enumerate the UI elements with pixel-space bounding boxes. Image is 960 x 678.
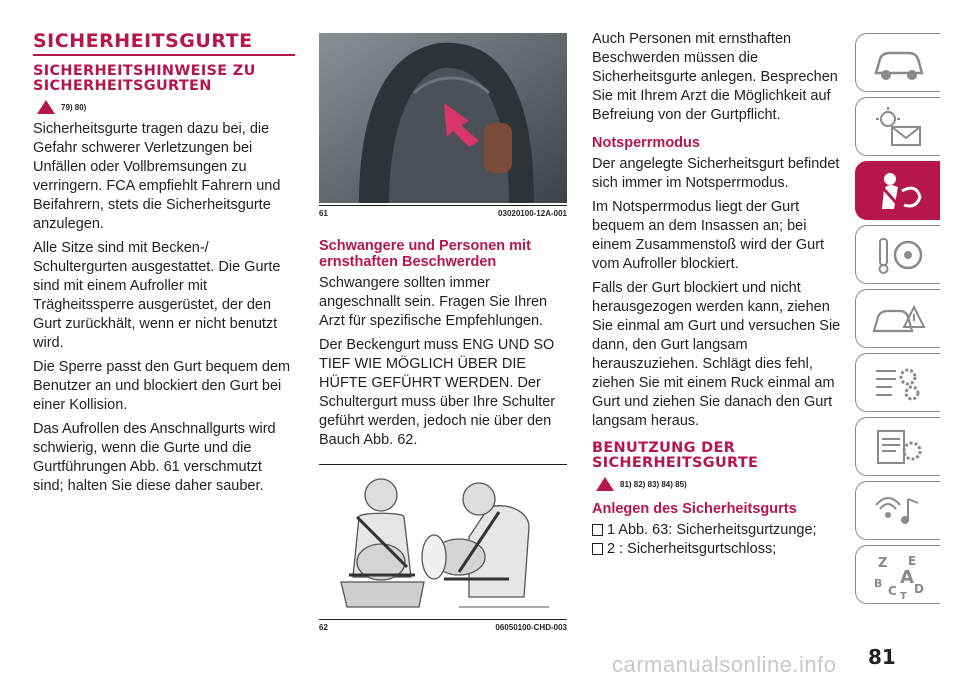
warning-reference-text: 81) 82) 83) 84) 85) [620, 479, 687, 489]
checkbox-square-icon [592, 543, 603, 555]
tab-vehicle-overview[interactable] [855, 33, 940, 92]
figure-62-pregnant-belt-drawing [319, 467, 567, 617]
svg-text:B: B [874, 576, 883, 590]
subsection-heading: Schwangere und Personen mit ernsthaften Beschwerden [319, 238, 531, 270]
index-letters-icon [868, 551, 928, 599]
svg-text:Z: Z [878, 555, 888, 571]
figure-number: 61 [319, 209, 328, 218]
tab-starting-driving[interactable] [855, 225, 940, 284]
warning-reference [37, 100, 295, 114]
paragraph: Der Beckengurt muss ENG UND SO TIEF WIE MÖGLICH ÜBER DIE HÜFTE GEFÜHRT WERDEN. Der Schultergurt muss über Ihre Schulter geführt werden, jedoch nie über den Bauch Abb. 62. [319, 337, 556, 448]
column-right [592, 30, 842, 559]
figure-caption [319, 619, 567, 632]
checkbox-square-icon [592, 524, 603, 536]
seat-belt-guide-photo [319, 33, 567, 203]
list-item-text: 2 : Sicherheitsgurtschloss; [607, 541, 777, 557]
figure-caption [319, 205, 567, 218]
tab-emergency[interactable] [855, 289, 940, 348]
pregnant-woman-seatbelt-illustration [319, 467, 567, 617]
svg-text:E: E [908, 553, 917, 568]
svg-text:T: T [900, 590, 907, 599]
paragraph: Das Aufrollen des Anschnallgurts wird schwierig, wenn die Gurte und die Gurtführungen Abb. 61 verschmutzt sind; halten Sie diese daher sauber. [33, 421, 276, 494]
tab-safety[interactable] [855, 161, 940, 220]
figure-number: 62 [319, 623, 328, 632]
chapter-tabs [855, 33, 945, 609]
seatbelt-airbag-icon [868, 169, 928, 213]
car-dashboard-icon [868, 43, 928, 83]
column-left [33, 30, 295, 501]
page-title: SICHERHEITSGURTE [33, 30, 295, 56]
paragraph: Die Sperre passt den Gurt bequem dem Benutzer an und blockiert den Gurt bei einer Kollision. [33, 359, 291, 413]
watermark: carmanualsonline.info [612, 652, 837, 677]
paragraph: Im Notsperrmodus liegt der Gurt bequem an dem Insassen an; bei einem Zusammenstoß wird der Gurt vom Aufroller blockiert. [592, 199, 825, 272]
warning-triangle-icon [596, 477, 614, 491]
list-item [592, 540, 842, 559]
technical-data-icon [868, 425, 928, 469]
section-heading: SICHERHEITSHINWEISE ZU SICHERHEITSGURTEN [33, 63, 256, 94]
paragraph: Schwangere sollten immer angeschnallt sein. Fragen Sie Ihren Arzt für spezifische Empfehlungen. [319, 275, 548, 329]
figure-code: 06050100-CHD-003 [495, 623, 567, 632]
tab-multimedia[interactable] [855, 481, 940, 540]
subsection-heading: Anlegen des Sicherheitsgurts [592, 501, 797, 517]
figure-code: 03020100-12A-001 [498, 209, 567, 218]
tab-warning-lights[interactable] [855, 97, 940, 156]
tab-index[interactable] [855, 545, 940, 604]
column-middle [319, 33, 567, 632]
paragraph: Falls der Gurt blockiert und nicht herausgezogen werden kann, ziehen Sie einmal am Gurt und versuchen Sie dann, den Gurt langsam herauszuziehen. Schlägt dies fehl, ziehen Sie mit einem Ruck einmal am Gurt und ziehen Sie danach den Gurt langsam heraus. [592, 280, 841, 429]
section-heading: BENUTZUNG DER SICHERHEITSGURTE [592, 440, 759, 471]
tab-technical-data[interactable] [855, 417, 940, 476]
multimedia-music-icon [868, 489, 928, 533]
svg-text:A: A [900, 566, 914, 588]
svg-text:D: D [914, 581, 924, 596]
paragraph: Sicherheitsgurte tragen dazu bei, die Gefahr schwerer Verletzungen bei Unfällen oder Vollbremsungen zu verringern. FCA empfiehlt Fahrern und Beifahrern, stets die Sicherheitsgurte anzulegen. [33, 121, 281, 232]
maintenance-gears-icon [868, 361, 928, 405]
car-breakdown-icon [868, 297, 928, 341]
tab-maintenance[interactable] [855, 353, 940, 412]
page-number: 81 [868, 645, 896, 669]
warning-reference-text: 79) 80) [61, 102, 87, 112]
warning-light-envelope-icon [868, 105, 928, 149]
warning-triangle-icon [37, 100, 55, 114]
paragraph: Auch Personen mit ernsthaften Beschwerden müssen die Sicherheitsgurte anlegen. Besprechen Sie mit Ihrem Arzt die Möglichkeit auf Befreiung von der Gurtpflicht. [592, 31, 838, 123]
paragraph: Der angelegte Sicherheitsgurt befindet sich immer im Notsperrmodus. [592, 156, 840, 191]
svg-text:C: C [888, 583, 897, 598]
figure-61-seat-photo [319, 33, 567, 203]
list-item-text: 1 Abb. 63: Sicherheitsgurtzunge; [607, 522, 817, 538]
divider [319, 464, 567, 465]
paragraph: Alle Sitze sind mit Becken-/ Schultergurten ausgestattet. Die Gurte sind mit einem Aufroller mit Trägheitssperre ausgerüstet, der den Gurt zurückhält, wenn er nicht benutzt wird. [33, 240, 281, 351]
key-steering-wheel-icon [868, 233, 928, 277]
warning-reference [596, 477, 842, 491]
list-item [592, 521, 842, 540]
subsection-heading: Notsperrmodus [592, 135, 700, 151]
